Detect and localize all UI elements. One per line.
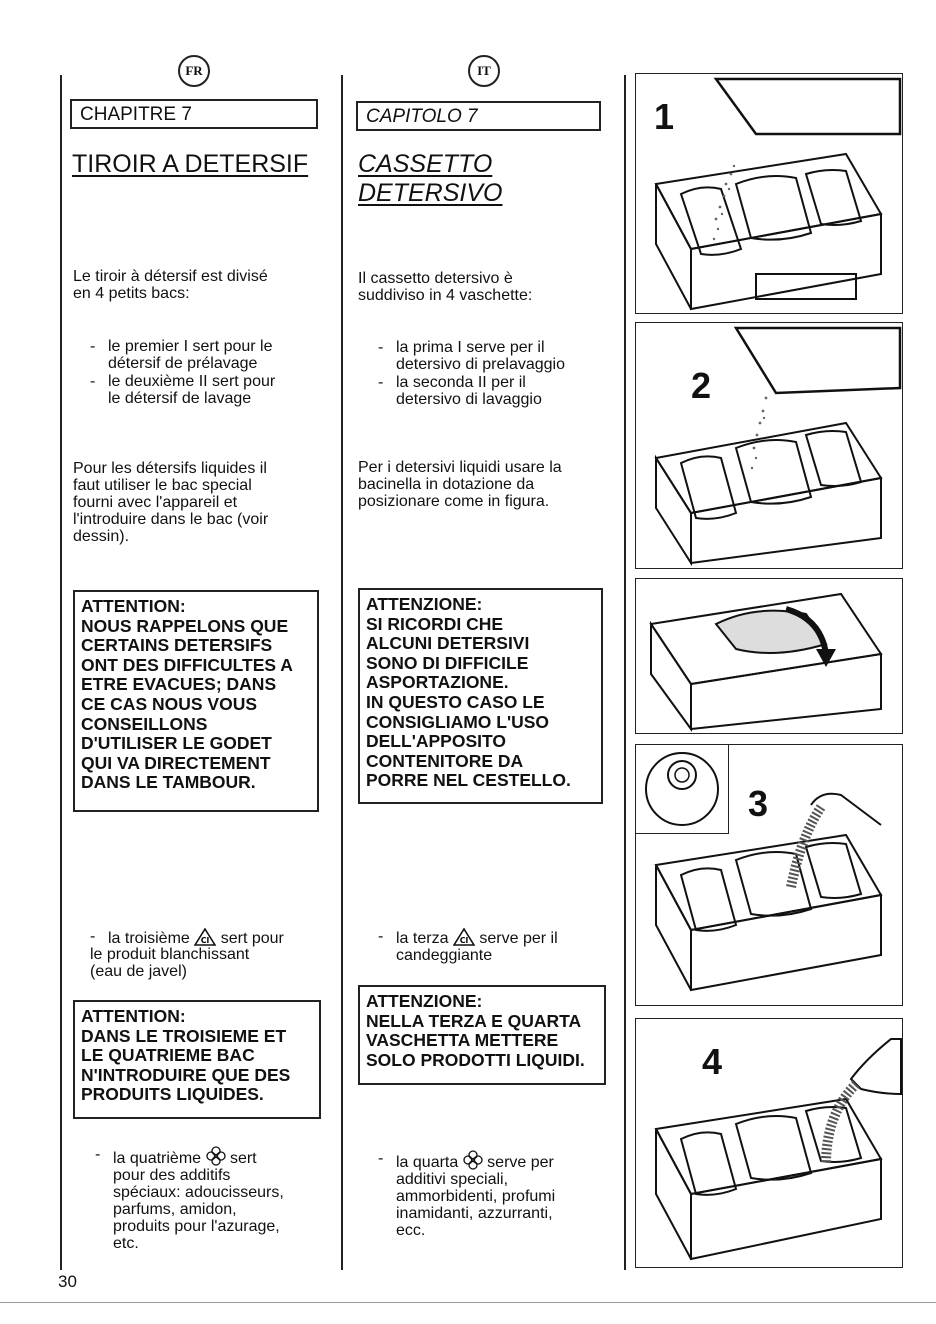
illustration-step-3	[635, 744, 903, 1006]
warning-box-it: ATTENZIONE: SI RICORDI CHE ALCUNI DETERSIVI SONO DI DIFFICILE ASPORTAZIONE. IN QUESTO CASO LE CONSIGLIAMO L'USO DELL'APPOSITO CONTENITORE DA PORRE NEL CESTELLO.	[358, 588, 603, 804]
warning-box-liquids-fr: ATTENTION: DANS LE TROISIEME ET LE QUATRIEME BAC N'INTRODUIRE QUE DES PRODUITS LIQUIDES.	[73, 1000, 321, 1119]
svg-text:Cl: Cl	[459, 936, 469, 945]
liquid-text-fr: Pour les détersifs liquides il faut utiliser le bac special fourni avec l'appareil et l'introduire dans le bac (voir dessin).	[73, 460, 269, 545]
bullet-third-it: - la terza Cl serve per il candeggiante	[378, 928, 558, 964]
bullet-fourth-fr: - la quatrième sert pour des additifs spéciaux: adoucisseurs, parfums, amidon, produits pour l'azurage, etc.	[95, 1146, 284, 1252]
language-flag-fr: FR	[178, 55, 210, 87]
detergent-ball-inset	[636, 745, 729, 834]
chapter-heading-it: CAPITOLO 7	[356, 101, 601, 131]
intro-text-it: Il cassetto detersivo è suddiviso in 4 vaschette:	[358, 270, 533, 304]
svg-text:Cl: Cl	[200, 936, 210, 945]
language-flag-it: IT	[468, 55, 500, 87]
illustration-step-2	[635, 322, 903, 569]
illustration-step-1	[635, 73, 903, 314]
column-rule-middle	[341, 75, 343, 1270]
bullet-first-it: - la prima I serve per il detersivo di prelavaggio	[378, 339, 565, 373]
flower-icon	[463, 1150, 483, 1170]
step-number-1: 1	[654, 96, 675, 137]
bullet-fourth-it: - la quarta serve per additivi speciali, ammorbidenti, profumi inamidanti, azzurranti, ecc.	[378, 1150, 556, 1239]
section-title-fr: TIROIR A DETERSIF	[72, 150, 309, 178]
bullet-third-fr: - la troisième Cl sert pour	[90, 928, 284, 947]
warning-box-liquids-it: ATTENZIONE: NELLA TERZA E QUARTA VASCHETTA METTERE SOLO PRODOTTI LIQUIDI.	[358, 985, 606, 1085]
column-rule-left	[60, 75, 62, 1270]
bullet-second-fr: - le deuxième II sert pour le détersif de lavage	[90, 373, 276, 407]
footer-rule	[0, 1302, 936, 1303]
bullet-first-fr: - le premier I sert pour le détersif de prélavage	[90, 338, 273, 372]
bleach-triangle-icon	[194, 928, 216, 946]
step-number-4: 4	[702, 1041, 723, 1082]
intro-text-fr: Le tiroir à détersif est divisé en 4 petits bacs:	[73, 268, 268, 302]
warning-box-fr: ATTENTION: NOUS RAPPELONS QUE CERTAINS DETERSIFS ONT DES DIFFICULTES A ETRE EVACUES; DANS CE CAS NOUS VOUS CONSEILLONS D'UTILISER LE GODET QUI VA DIRECTEMENT DANS LE TAMBOUR.	[73, 590, 319, 812]
chapter-heading-fr: CHAPITRE 7	[70, 99, 318, 129]
liquid-text-it: Per i detersivi liquidi usare la bacinella in dotazione da posizionare come in figura.	[358, 459, 562, 510]
bullet-second-it: - la seconda II per il detersivo di lavaggio	[378, 374, 542, 408]
illustration-liquid-tray	[635, 578, 903, 734]
illustration-step-4	[635, 1018, 903, 1268]
bullet-third-rest-fr: le produit blanchissant (eau de javel)	[90, 946, 250, 980]
bleach-triangle-icon	[453, 928, 475, 946]
column-rule-right	[624, 75, 626, 1270]
step-number-2: 2	[691, 365, 712, 406]
step-number-3: 3	[748, 783, 769, 824]
section-title-it: CASSETTO DETERSIVO	[358, 150, 503, 207]
page-number: 30	[58, 1272, 77, 1291]
flower-icon	[206, 1146, 226, 1166]
